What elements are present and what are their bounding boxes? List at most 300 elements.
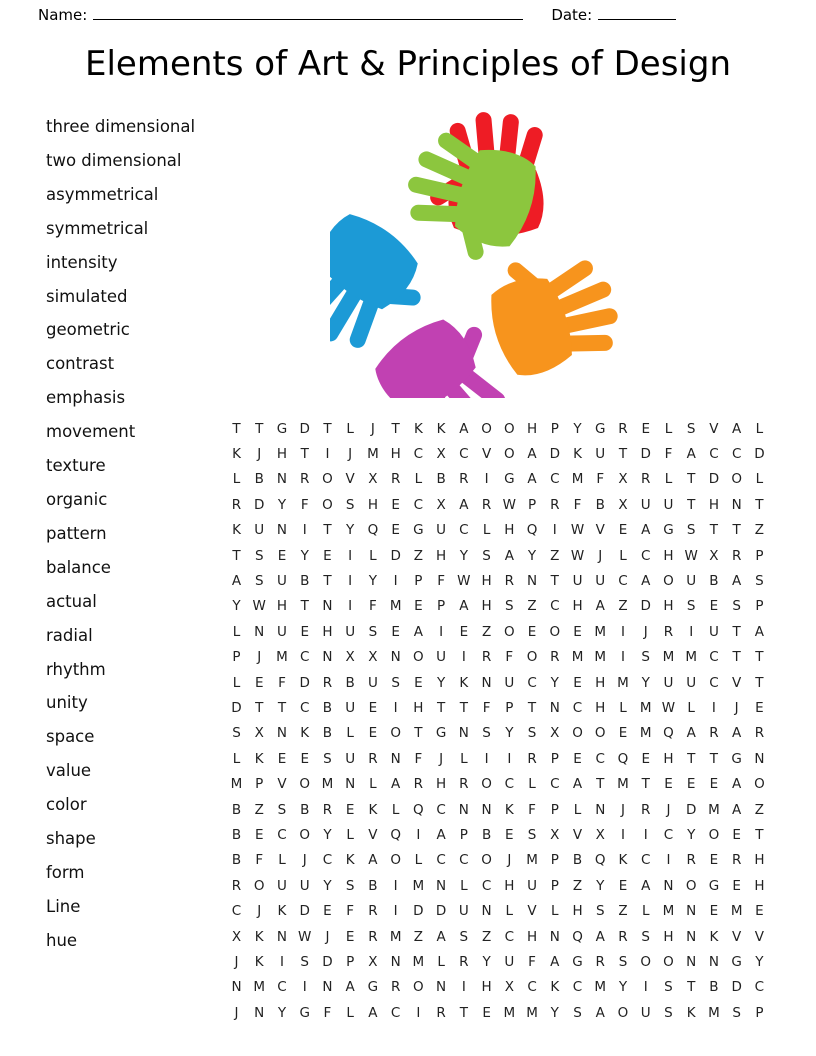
puzzle-cell[interactable]: L (755, 471, 764, 488)
puzzle-cell[interactable]: B (254, 471, 264, 488)
puzzle-cell[interactable]: X (436, 496, 446, 513)
puzzle-cell[interactable]: T (255, 420, 264, 437)
puzzle-cell[interactable]: O (322, 496, 333, 513)
puzzle-cell[interactable]: S (641, 649, 650, 666)
puzzle-cell[interactable]: I (620, 649, 625, 666)
puzzle-cell[interactable]: E (709, 598, 719, 615)
puzzle-cell[interactable]: H (504, 877, 515, 894)
puzzle-cell[interactable]: A (641, 877, 651, 894)
puzzle-cell[interactable]: C (709, 674, 719, 691)
puzzle-cell[interactable]: O (663, 573, 674, 590)
puzzle-cell[interactable]: P (755, 598, 764, 615)
puzzle-cell[interactable]: I (393, 699, 398, 716)
puzzle-cell[interactable]: C (390, 1004, 401, 1021)
puzzle-cell[interactable]: F (437, 573, 445, 590)
puzzle-cell[interactable]: M (230, 776, 243, 793)
puzzle-cell[interactable]: K (686, 1004, 696, 1021)
puzzle-cell[interactable]: U (345, 750, 356, 767)
puzzle-cell[interactable]: T (459, 1004, 468, 1021)
puzzle-cell[interactable]: G (663, 522, 674, 539)
puzzle-cell[interactable]: R (459, 776, 469, 793)
puzzle-cell[interactable]: D (640, 598, 651, 615)
puzzle-cell[interactable]: D (299, 420, 310, 437)
puzzle-cell[interactable]: U (663, 674, 674, 691)
puzzle-cell[interactable]: J (620, 801, 625, 818)
puzzle-cell[interactable]: N (390, 649, 401, 666)
puzzle-cell[interactable]: J (666, 801, 671, 818)
puzzle-cell[interactable]: F (596, 471, 605, 488)
puzzle-cell[interactable]: B (322, 725, 333, 742)
puzzle-cell[interactable]: S (527, 826, 537, 843)
puzzle-cell[interactable]: D (685, 801, 697, 818)
puzzle-cell[interactable]: L (232, 750, 241, 767)
puzzle-cell[interactable]: Y (687, 826, 696, 843)
puzzle-cell[interactable]: P (414, 573, 423, 590)
puzzle-cell[interactable]: F (278, 674, 286, 691)
puzzle-cell[interactable]: S (232, 725, 241, 742)
puzzle-cell[interactable]: I (416, 1004, 421, 1021)
puzzle-cell[interactable]: Y (482, 953, 491, 970)
puzzle-cell[interactable]: H (663, 750, 674, 767)
puzzle-cell[interactable]: B (322, 699, 333, 716)
puzzle-cell[interactable]: O (594, 725, 606, 742)
puzzle-cell[interactable]: Z (754, 801, 765, 818)
puzzle-cell[interactable]: N (686, 928, 697, 945)
puzzle-cell[interactable]: S (368, 623, 378, 640)
puzzle-cell[interactable]: E (709, 903, 719, 920)
puzzle-cell[interactable]: E (573, 750, 582, 767)
puzzle-cell[interactable]: W (457, 573, 471, 590)
puzzle-cell[interactable]: S (595, 903, 605, 920)
puzzle-cell[interactable]: L (664, 420, 673, 437)
puzzle-cell[interactable]: A (459, 496, 469, 513)
puzzle-cell[interactable]: G (299, 1004, 310, 1021)
puzzle-cell[interactable]: S (664, 1004, 673, 1021)
puzzle-cell[interactable]: H (276, 446, 288, 463)
puzzle-cell[interactable]: A (550, 953, 560, 970)
puzzle-cell[interactable]: R (390, 979, 401, 996)
puzzle-cell[interactable]: L (437, 953, 445, 970)
puzzle-cell[interactable]: T (732, 623, 741, 640)
puzzle-cell[interactable]: C (572, 979, 583, 996)
puzzle-cell[interactable]: M (276, 649, 288, 666)
puzzle-cell[interactable]: J (370, 420, 375, 437)
puzzle-cell[interactable]: Z (481, 928, 492, 945)
puzzle-cell[interactable]: B (368, 877, 378, 894)
puzzle-cell[interactable]: R (390, 471, 401, 488)
puzzle-cell[interactable]: A (732, 573, 742, 590)
puzzle-cell[interactable]: S (300, 953, 309, 970)
puzzle-cell[interactable]: Y (550, 674, 559, 691)
puzzle-cell[interactable]: E (368, 699, 378, 716)
puzzle-cell[interactable]: M (412, 877, 425, 894)
puzzle-cell[interactable]: P (505, 699, 514, 716)
puzzle-cell[interactable]: M (594, 979, 607, 996)
puzzle-cell[interactable]: Z (254, 801, 264, 818)
puzzle-cell[interactable]: D (549, 446, 560, 463)
puzzle-cell[interactable]: N (481, 903, 492, 920)
puzzle-cell[interactable]: D (231, 699, 242, 716)
puzzle-cell[interactable]: R (459, 471, 469, 488)
puzzle-cell[interactable]: Q (594, 852, 606, 869)
puzzle-cell[interactable]: Y (550, 1004, 559, 1021)
puzzle-cell[interactable]: H (708, 496, 719, 513)
puzzle-cell[interactable]: Z (481, 623, 492, 640)
puzzle-cell[interactable]: T (391, 420, 400, 437)
puzzle-cell[interactable]: F (573, 496, 582, 513)
puzzle-cell[interactable]: X (595, 826, 605, 843)
puzzle-cell[interactable]: O (526, 649, 538, 666)
puzzle-cell[interactable]: M (617, 674, 629, 691)
puzzle-cell[interactable]: G (367, 979, 379, 996)
puzzle-cell[interactable]: U (663, 496, 674, 513)
puzzle-cell[interactable]: L (346, 725, 354, 742)
puzzle-cell[interactable]: N (254, 623, 265, 640)
puzzle-cell[interactable]: U (345, 623, 356, 640)
puzzle-cell[interactable]: P (755, 1004, 764, 1021)
puzzle-cell[interactable]: S (755, 573, 764, 590)
puzzle-cell[interactable]: O (754, 776, 765, 793)
puzzle-cell[interactable]: H (595, 699, 606, 716)
puzzle-cell[interactable]: L (414, 471, 423, 488)
puzzle-cell[interactable]: P (232, 649, 241, 666)
puzzle-cell[interactable]: E (391, 522, 400, 539)
puzzle-cell[interactable]: J (348, 446, 353, 463)
puzzle-cell[interactable]: N (345, 776, 356, 793)
puzzle-cell[interactable]: J (302, 852, 307, 869)
puzzle-cell[interactable]: O (663, 953, 674, 970)
puzzle-cell[interactable]: L (664, 471, 673, 488)
puzzle-cell[interactable]: E (641, 750, 650, 767)
puzzle-cell[interactable]: I (689, 623, 694, 640)
puzzle-cell[interactable]: E (527, 623, 537, 640)
puzzle-cell[interactable]: O (413, 979, 424, 996)
puzzle-cell[interactable]: K (573, 446, 582, 463)
puzzle-cell[interactable]: S (391, 674, 400, 691)
puzzle-cell[interactable]: Q (367, 522, 379, 539)
puzzle-cell[interactable]: K (504, 801, 514, 818)
puzzle-cell[interactable]: R (618, 928, 628, 945)
puzzle-cell[interactable]: O (731, 471, 742, 488)
puzzle-cell[interactable]: A (436, 826, 446, 843)
puzzle-cell[interactable]: O (503, 446, 515, 463)
puzzle-cell[interactable]: R (413, 776, 424, 793)
puzzle-cell[interactable]: C (504, 776, 515, 793)
puzzle-cell[interactable]: E (686, 776, 696, 793)
puzzle-cell[interactable]: T (232, 547, 241, 564)
puzzle-cell[interactable]: L (619, 547, 627, 564)
puzzle-cell[interactable]: T (277, 699, 287, 716)
puzzle-cell[interactable]: R (595, 953, 605, 970)
puzzle-cell[interactable]: U (504, 953, 515, 970)
puzzle-cell[interactable]: S (482, 725, 491, 742)
puzzle-cell[interactable]: L (369, 776, 377, 793)
puzzle-cell[interactable]: T (255, 699, 264, 716)
puzzle-cell[interactable]: E (641, 420, 650, 437)
puzzle-cell[interactable]: L (232, 471, 241, 488)
puzzle-cell[interactable]: U (504, 674, 515, 691)
puzzle-cell[interactable]: E (391, 496, 400, 513)
puzzle-cell[interactable]: T (732, 649, 741, 666)
puzzle-cell[interactable]: N (481, 674, 492, 691)
puzzle-cell[interactable]: S (641, 928, 650, 945)
puzzle-cell[interactable]: J (325, 928, 330, 945)
puzzle-cell[interactable]: E (345, 801, 355, 818)
puzzle-cell[interactable]: H (526, 420, 538, 437)
puzzle-cell[interactable]: J (234, 1004, 239, 1021)
puzzle-cell[interactable]: M (639, 699, 652, 716)
puzzle-cell[interactable]: I (348, 573, 353, 590)
puzzle-cell[interactable]: K (368, 801, 378, 818)
puzzle-cell[interactable]: C (550, 776, 560, 793)
puzzle-cell[interactable]: H (481, 979, 492, 996)
puzzle-cell[interactable]: J (234, 953, 239, 970)
puzzle-cell[interactable]: A (459, 598, 469, 615)
puzzle-cell[interactable]: S (664, 979, 673, 996)
puzzle-cell[interactable]: T (459, 699, 468, 716)
puzzle-cell[interactable]: R (481, 496, 492, 513)
puzzle-cell[interactable]: W (661, 699, 676, 716)
puzzle-cell[interactable]: R (686, 852, 696, 869)
puzzle-cell[interactable]: O (481, 776, 492, 793)
puzzle-cell[interactable]: A (345, 979, 355, 996)
puzzle-cell[interactable]: L (391, 801, 400, 818)
puzzle-cell[interactable]: E (300, 623, 309, 640)
puzzle-cell[interactable]: L (460, 750, 468, 767)
puzzle-cell[interactable]: M (253, 979, 266, 996)
puzzle-cell[interactable]: R (504, 573, 514, 590)
puzzle-cell[interactable]: E (755, 699, 764, 716)
puzzle-cell[interactable]: W (570, 522, 585, 539)
puzzle-cell[interactable]: U (527, 877, 537, 894)
puzzle-cell[interactable]: Z (413, 547, 423, 564)
puzzle-cell[interactable]: U (254, 522, 265, 539)
puzzle-cell[interactable]: B (231, 852, 242, 869)
puzzle-cell[interactable]: R (368, 750, 378, 767)
puzzle-cell[interactable]: S (573, 1004, 582, 1021)
puzzle-cell[interactable]: C (550, 471, 560, 488)
puzzle-cell[interactable]: K (413, 420, 423, 437)
puzzle-cell[interactable]: C (709, 446, 719, 463)
puzzle-cell[interactable]: D (390, 547, 401, 564)
puzzle-cell[interactable]: L (346, 1004, 354, 1021)
puzzle-cell[interactable]: C (731, 446, 742, 463)
puzzle-cell[interactable]: Y (323, 877, 332, 894)
puzzle-cell[interactable]: L (346, 826, 354, 843)
puzzle-cell[interactable]: O (685, 877, 697, 894)
puzzle-cell[interactable]: N (754, 750, 765, 767)
puzzle-cell[interactable]: P (527, 496, 537, 513)
puzzle-cell[interactable]: A (732, 776, 742, 793)
puzzle-cell[interactable]: U (572, 573, 583, 590)
puzzle-cell[interactable]: I (643, 979, 648, 996)
puzzle-cell[interactable]: Y (573, 420, 582, 437)
puzzle-cell[interactable]: I (393, 903, 398, 920)
puzzle-cell[interactable]: L (346, 420, 354, 437)
puzzle-cell[interactable]: R (231, 496, 242, 513)
puzzle-cell[interactable]: C (277, 826, 287, 843)
puzzle-cell[interactable]: I (393, 877, 398, 894)
puzzle-cell[interactable]: V (481, 446, 492, 463)
puzzle-cell[interactable]: M (730, 903, 743, 920)
puzzle-cell[interactable]: N (276, 928, 288, 945)
puzzle-cell[interactable]: L (619, 699, 627, 716)
puzzle-cell[interactable]: M (594, 649, 607, 666)
puzzle-cell[interactable]: E (277, 750, 287, 767)
puzzle-cell[interactable]: V (277, 776, 287, 793)
puzzle-cell[interactable]: K (345, 852, 355, 869)
puzzle-cell[interactable]: I (461, 979, 466, 996)
puzzle-cell[interactable]: Q (663, 725, 674, 742)
puzzle-cell[interactable]: A (504, 547, 514, 564)
puzzle-cell[interactable]: R (731, 852, 742, 869)
puzzle-cell[interactable]: C (481, 877, 492, 894)
name-input-rule[interactable] (93, 6, 523, 20)
puzzle-cell[interactable]: W (502, 496, 516, 513)
puzzle-cell[interactable]: E (414, 598, 423, 615)
puzzle-cell[interactable]: T (755, 496, 764, 513)
puzzle-cell[interactable]: S (254, 573, 264, 590)
puzzle-cell[interactable]: A (527, 471, 537, 488)
puzzle-cell[interactable]: B (709, 573, 719, 590)
puzzle-cell[interactable]: E (573, 623, 582, 640)
puzzle-cell[interactable]: T (709, 522, 719, 539)
puzzle-cell[interactable]: X (550, 826, 560, 843)
puzzle-cell[interactable]: A (368, 1004, 378, 1021)
puzzle-cell[interactable]: H (663, 928, 674, 945)
puzzle-cell[interactable]: F (528, 953, 536, 970)
puzzle-cell[interactable]: S (732, 598, 741, 615)
puzzle-cell[interactable]: V (368, 826, 378, 843)
puzzle-cell[interactable]: L (755, 420, 764, 437)
puzzle-cell[interactable]: X (618, 496, 628, 513)
puzzle-cell[interactable]: O (481, 852, 492, 869)
puzzle-cell[interactable]: U (436, 522, 447, 539)
puzzle-cell[interactable]: P (755, 547, 764, 564)
puzzle-cell[interactable]: E (254, 826, 264, 843)
puzzle-cell[interactable]: H (481, 573, 492, 590)
puzzle-cell[interactable]: X (345, 649, 355, 666)
puzzle-cell[interactable]: I (507, 750, 512, 767)
puzzle-cell[interactable]: C (459, 852, 469, 869)
puzzle-cell[interactable]: D (640, 446, 651, 463)
puzzle-cell[interactable]: M (662, 649, 675, 666)
puzzle-cell[interactable]: M (685, 649, 698, 666)
puzzle-cell[interactable]: T (527, 699, 537, 716)
puzzle-cell[interactable]: U (686, 674, 697, 691)
puzzle-cell[interactable]: K (459, 674, 469, 691)
puzzle-cell[interactable]: Z (754, 522, 765, 539)
puzzle-cell[interactable]: I (461, 649, 466, 666)
puzzle-cell[interactable]: H (572, 598, 583, 615)
puzzle-cell[interactable]: W (684, 547, 698, 564)
puzzle-cell[interactable]: W (298, 928, 312, 945)
puzzle-cell[interactable]: Y (641, 674, 650, 691)
puzzle-cell[interactable]: M (571, 471, 584, 488)
puzzle-cell[interactable]: T (550, 573, 559, 590)
puzzle-cell[interactable]: F (528, 801, 536, 818)
puzzle-cell[interactable]: N (436, 877, 447, 894)
puzzle-cell[interactable]: N (458, 725, 469, 742)
puzzle-cell[interactable]: N (458, 801, 469, 818)
puzzle-cell[interactable]: K (300, 725, 310, 742)
puzzle-cell[interactable]: Q (526, 522, 538, 539)
puzzle-cell[interactable]: X (368, 953, 378, 970)
puzzle-cell[interactable]: E (277, 547, 287, 564)
puzzle-cell[interactable]: B (300, 801, 310, 818)
puzzle-cell[interactable]: T (300, 598, 309, 615)
puzzle-cell[interactable]: I (666, 852, 671, 869)
puzzle-cell[interactable]: I (484, 750, 489, 767)
puzzle-cell[interactable]: N (231, 979, 242, 996)
puzzle-cell[interactable]: C (299, 649, 310, 666)
puzzle-cell[interactable]: S (345, 496, 355, 513)
puzzle-cell[interactable]: L (278, 852, 286, 869)
puzzle-cell[interactable]: K (254, 928, 264, 945)
puzzle-cell[interactable]: A (413, 623, 423, 640)
puzzle-cell[interactable]: D (299, 903, 310, 920)
puzzle-cell[interactable]: I (620, 623, 625, 640)
puzzle-cell[interactable]: I (620, 826, 625, 843)
puzzle-cell[interactable]: H (436, 776, 447, 793)
puzzle-cell[interactable]: R (368, 928, 378, 945)
puzzle-cell[interactable]: E (323, 903, 332, 920)
puzzle-cell[interactable]: K (709, 928, 719, 945)
puzzle-cell[interactable]: A (527, 446, 537, 463)
puzzle-cell[interactable]: X (436, 446, 446, 463)
puzzle-cell[interactable]: M (321, 776, 334, 793)
puzzle-cell[interactable]: B (231, 826, 242, 843)
puzzle-cell[interactable]: A (436, 928, 446, 945)
puzzle-cell[interactable]: I (393, 573, 398, 590)
puzzle-cell[interactable]: M (662, 903, 675, 920)
puzzle-cell[interactable]: X (618, 471, 628, 488)
puzzle-cell[interactable]: A (595, 598, 605, 615)
puzzle-cell[interactable]: L (505, 903, 514, 920)
puzzle-cell[interactable]: E (414, 674, 423, 691)
puzzle-cell[interactable]: M (412, 953, 425, 970)
puzzle-cell[interactable]: B (595, 496, 605, 513)
puzzle-cell[interactable]: C (572, 699, 583, 716)
puzzle-cell[interactable]: E (300, 750, 309, 767)
puzzle-cell[interactable]: A (595, 1004, 605, 1021)
puzzle-cell[interactable]: G (572, 953, 583, 970)
puzzle-cell[interactable]: V (345, 471, 355, 488)
puzzle-cell[interactable]: O (481, 420, 492, 437)
puzzle-cell[interactable]: K (254, 750, 264, 767)
puzzle-cell[interactable]: S (482, 547, 491, 564)
puzzle-cell[interactable]: N (708, 953, 719, 970)
puzzle-cell[interactable]: T (709, 750, 719, 767)
puzzle-cell[interactable]: H (663, 547, 674, 564)
puzzle-cell[interactable]: S (505, 598, 514, 615)
puzzle-cell[interactable]: O (253, 877, 265, 894)
puzzle-cell[interactable]: X (368, 649, 378, 666)
puzzle-cell[interactable]: D (413, 903, 424, 920)
puzzle-cell[interactable]: N (595, 801, 606, 818)
puzzle-cell[interactable]: O (299, 776, 311, 793)
puzzle-cell[interactable]: P (437, 598, 446, 615)
puzzle-cell[interactable]: V (754, 928, 765, 945)
puzzle-cell[interactable]: T (687, 750, 696, 767)
puzzle-cell[interactable]: F (482, 699, 491, 716)
puzzle-cell[interactable]: K (618, 852, 628, 869)
puzzle-cell[interactable]: U (277, 877, 287, 894)
puzzle-cell[interactable]: C (231, 903, 242, 920)
puzzle-cell[interactable]: R (368, 903, 378, 920)
puzzle-cell[interactable]: S (686, 522, 696, 539)
puzzle-cell[interactable]: X (504, 979, 514, 996)
